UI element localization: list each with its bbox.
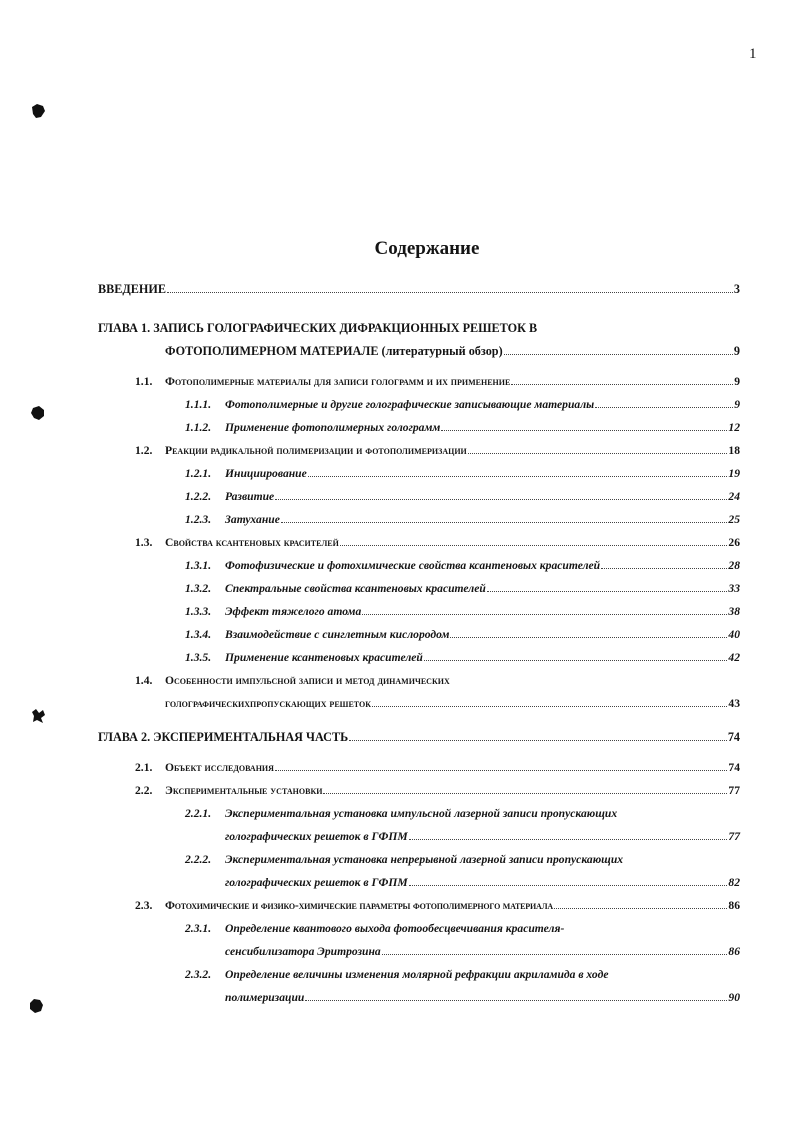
- page-ref: 42: [728, 651, 740, 664]
- toc-entry-1-4: голографическихпропускающих решеток 43: [165, 695, 740, 713]
- page-ref: 12: [728, 421, 740, 434]
- page-ref: 24: [728, 490, 740, 503]
- toc-entry-1-4-line1: 1.4. Особенности импульсной записи и метод динамических: [135, 674, 450, 687]
- page-title: Содержание: [374, 238, 480, 259]
- toc-entry-1-3-1: 1.3.1. Фотофизические и фотохимические свойства ксантеновых красителей 28: [185, 557, 740, 575]
- page-ref: 9: [733, 344, 740, 358]
- dot-leader: [382, 943, 728, 955]
- scan-blot-mark: [30, 405, 46, 421]
- toc-entry-1-2-2: 1.2.2. Развитие 24: [185, 488, 740, 506]
- toc-entry-2-3-1-line1: 2.3.1. Определение квантового выхода фотообесцвечивания красителя-: [185, 922, 565, 935]
- toc-entry-2-2: 2.2. Экспериментальные установки 77: [135, 782, 740, 800]
- dot-leader: [450, 626, 727, 638]
- toc-entry-2-3-2: полимеризации 90: [225, 989, 740, 1007]
- dot-leader: [362, 603, 727, 615]
- toc-entry-2-2-1: голографических решеток в ГФПМ 77: [225, 828, 740, 846]
- toc-entry-1-3-2: 1.3.2. Спектральные свойства ксантеновых красителей 33: [185, 580, 740, 598]
- page-ref: 74: [727, 730, 740, 744]
- scan-blot-mark: [28, 998, 44, 1014]
- scan-blot-mark: [31, 708, 47, 724]
- dot-leader: [409, 874, 728, 886]
- dot-leader: [372, 695, 727, 707]
- dot-leader: [305, 989, 727, 1001]
- dot-leader: [281, 511, 728, 523]
- toc-entry-1-2-3: 1.2.3. Затухание 25: [185, 511, 740, 529]
- toc-entry-1-1-1: 1.1.1. Фотополимерные и другие голографические записывающие материалы 9: [185, 396, 740, 414]
- page-ref: 90: [728, 991, 740, 1004]
- page-ref: 77: [728, 830, 740, 843]
- dot-leader: [511, 373, 733, 385]
- page-ref: 40: [728, 628, 740, 641]
- page-ref: 38: [728, 605, 740, 618]
- toc-entry-1-1-2: 1.1.2. Применение фотополимерных голограмм 12: [185, 419, 740, 437]
- dot-leader: [308, 465, 728, 477]
- dot-leader: [554, 897, 727, 909]
- dot-leader: [275, 488, 727, 500]
- dot-leader: [323, 782, 727, 794]
- page-ref: 9: [734, 375, 740, 388]
- page-ref: 86: [728, 945, 740, 958]
- dot-leader: [595, 396, 733, 408]
- toc-entry-2-3: 2.3. Фотохимические и физико-химические параметры фотополимерного материала 86: [135, 897, 740, 915]
- page-ref: 28: [728, 559, 740, 572]
- toc-entry-2-2-2-line1: 2.2.2. Экспериментальная установка непрерывной лазерной записи пропускающих: [185, 853, 624, 866]
- page-ref: 26: [728, 536, 740, 549]
- page-ref: 77: [728, 784, 740, 797]
- dot-leader: [275, 759, 727, 771]
- dot-leader: [349, 729, 727, 741]
- page-ref: 9: [734, 398, 740, 411]
- dot-leader: [487, 580, 728, 592]
- toc-entry-1-3: 1.3. Свойства ксантеновых красителей 26: [135, 534, 740, 552]
- page-ref: 74: [728, 761, 740, 774]
- toc-entry-chapter-1: ФОТОПОЛИМЕРНОМ МАТЕРИАЛЕ (литературный обзор) 9: [165, 344, 740, 358]
- page-ref: 3: [733, 282, 740, 296]
- toc-entry-1-2-1: 1.2.1. Инициирование 19: [185, 465, 740, 483]
- page-ref: 82: [728, 876, 740, 889]
- scan-blot-mark: [30, 103, 46, 119]
- toc-entry-2-2-1-line1: 2.2.1. Экспериментальная установка импульсной лазерной записи пропускающих: [185, 807, 618, 820]
- page-ref: 86: [728, 899, 740, 912]
- dot-leader: [424, 649, 728, 661]
- toc-entry-1-3-4: 1.3.4. Взаимодействие с синглетным кислородом 40: [185, 626, 740, 644]
- page-ref: 19: [728, 467, 740, 480]
- toc-entry-2-3-2-line1: 2.3.2. Определение величины изменения молярной рефракции акриламида в ходе: [185, 968, 609, 981]
- toc-chapter-1-line1: ГЛАВА 1. ЗАПИСЬ ГОЛОГРАФИЧЕСКИХ ДИФРАКЦИОННЫХ РЕШЕТОК В: [98, 321, 538, 335]
- toc-entry-2-3-1: сенсибилизатора Эритрозина 86: [225, 943, 740, 961]
- page-number: 1: [749, 46, 757, 62]
- toc-entry-2-1: 2.1. Объект исследования 74: [135, 759, 740, 777]
- page-ref: 43: [728, 697, 740, 710]
- toc-entry-1-3-5: 1.3.5. Применение ксантеновых красителей 42: [185, 649, 740, 667]
- toc-entry-introduction: ВВЕДЕНИЕ 3: [98, 282, 740, 296]
- dot-leader: [468, 442, 728, 454]
- page-ref: 25: [728, 513, 740, 526]
- toc-entry-chapter-2: ГЛАВА 2. ЭКСПЕРИМЕНТАЛЬНАЯ ЧАСТЬ 74: [98, 730, 740, 744]
- dot-leader: [340, 534, 728, 546]
- dot-leader: [441, 419, 727, 431]
- page-ref: 18: [728, 444, 740, 457]
- toc-entry-2-2-2: голографических решеток в ГФПМ 82: [225, 874, 740, 892]
- toc-entry-1-2: 1.2. Реакции радикальной полимеризации и фотополимеризации 18: [135, 442, 740, 460]
- dot-leader: [167, 281, 733, 293]
- dot-leader: [601, 557, 727, 569]
- dot-leader: [504, 343, 733, 355]
- toc-entry-1-3-3: 1.3.3. Эффект тяжелого атома 38: [185, 603, 740, 621]
- toc-entry-1-1: 1.1. Фотополимерные материалы для записи голограмм и их применение 9: [135, 373, 740, 391]
- page-ref: 33: [728, 582, 740, 595]
- dot-leader: [409, 828, 728, 840]
